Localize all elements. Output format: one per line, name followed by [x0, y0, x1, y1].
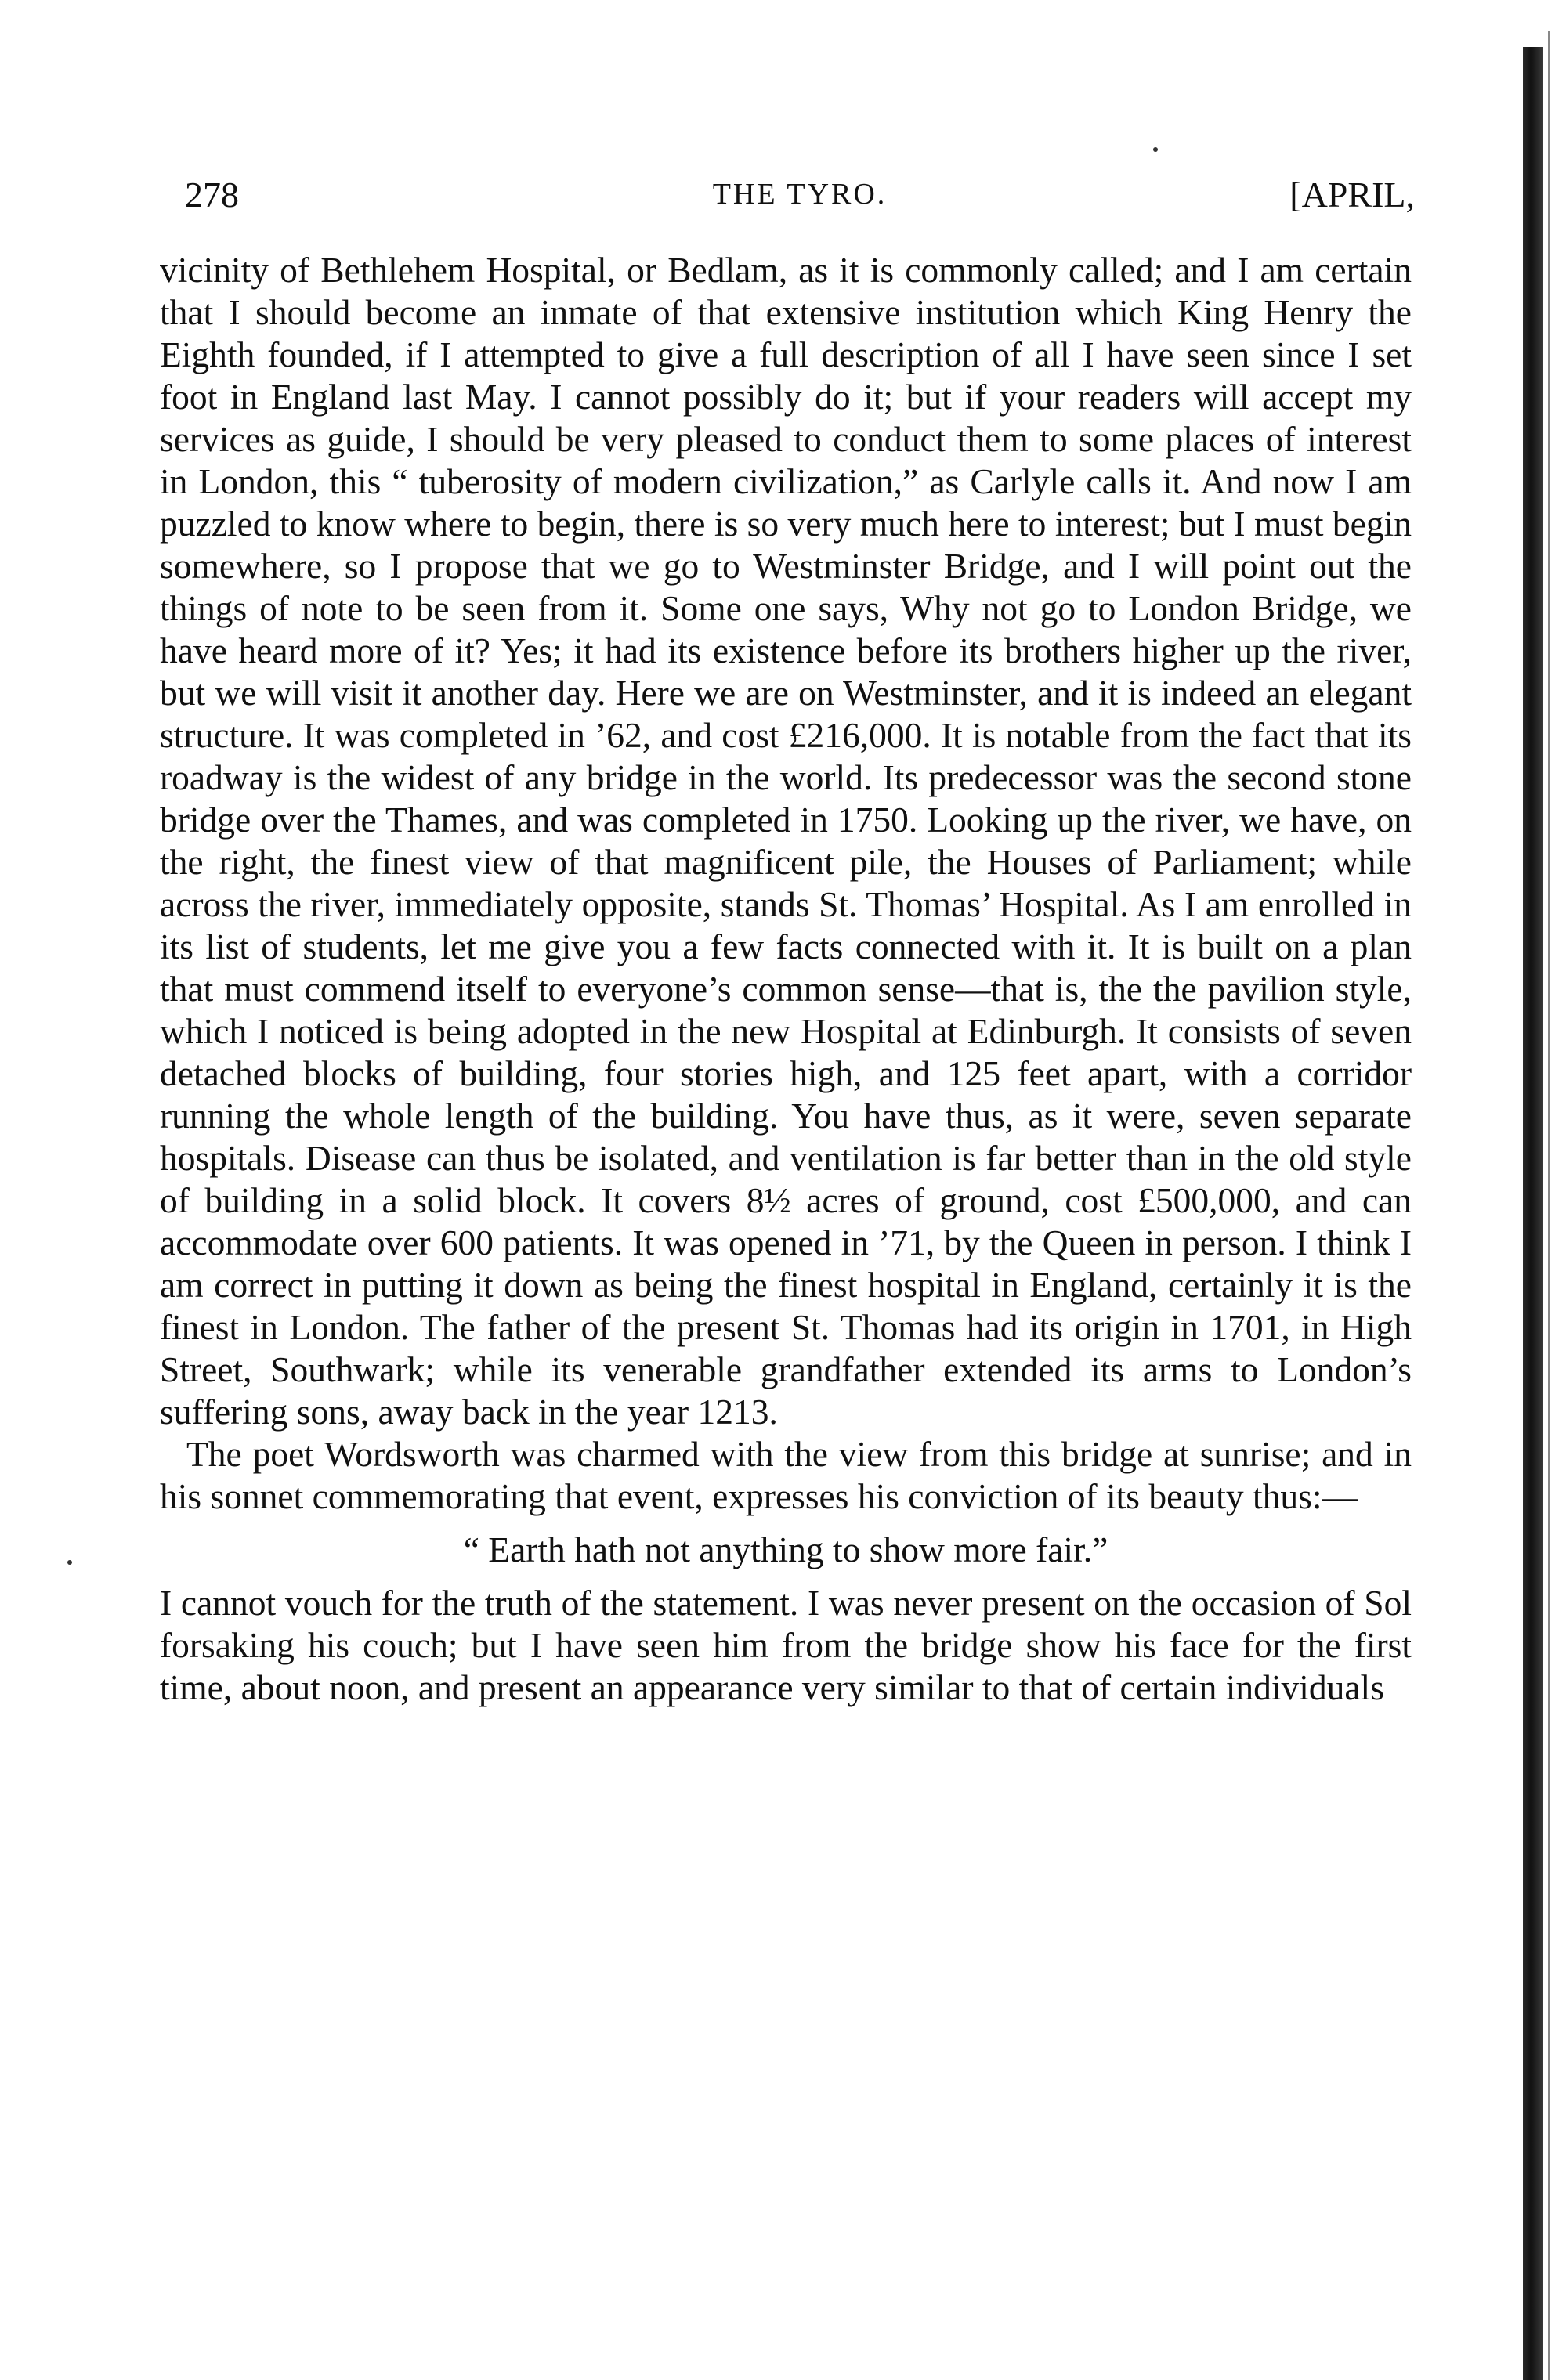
quotation: “ Earth hath not anything to show more fair.” [463, 1529, 1108, 1569]
margin-ink-dot [67, 1560, 72, 1565]
paragraph-2: The poet Wordsworth was charmed with the view from this bridge at sunrise; and in his sonnet commemorating that event, expresses his conviction of its beauty thus:— [160, 1434, 1412, 1516]
ink-speck [1153, 147, 1158, 152]
article-body [160, 249, 1412, 1709]
running-title: THE TYRO. [712, 178, 888, 211]
page-edge-line [1548, 31, 1550, 2380]
paragraph-1: vicinity of Bethlehem Hospital, or Bedlam, as it is commonly called; and I am certain that I should become an inmate of that extensive institution which King Henry the Eighth founded, if I attempted to give a full description of all I have seen since I set foot in England last May. I cannot possibly do it; but if your readers will accept my services as guide, I should be very pleased to conduct them to some places of interest in London, this “ tuberosity of modern civilization,” as Carlyle calls it. And now I am puzzled to know where to begin, there is so very much here to interest; but I must begin somewhere, so I propose that we go to Westminster Bridge, and I will point out the things of note to be seen from it. Some one says, Why not go to London Bridge, we have heard more of it? Yes; it had its existence before its brothers higher up the river, but we will visit it another day. Here we are on Westminster, and it is indeed an elegant structure. It was completed in ’62, and cost £216,000. It is notable from the fact that its roadway is the widest of any bridge in the world. Its predecessor was the second stone bridge over the Thames, and was completed in 1750. Looking up the river, we have, on the right, the finest view of that magnificent pile, the Houses of Parliament; while across the river, immediately opposite, stands St. Thomas’ Hospital. As I am enrolled in its list of students, let me give you a few facts connected with it. It is built on a plan that must commend itself to everyone’s common sense—that is, the the pavilion style, which I noticed is being adopted in the new Hospital at Edinburgh. It consists of seven detached blocks of building, four stories high, and 125 feet apart, with a corridor running the whole length of the building. You have thus, as it were, seven separate hospitals. Disease can thus be isolated, and ventilation is far better than in the old style of building in a solid block. It covers 8½ acres of ground, cost £500,000, and can accommodate over 600 patients. It was opened in ’71, by the Queen in person. I think I am correct in putting it down as being the finest hospital in England, certainly it is the finest in London. The father of the present St. Thomas had its origin in 1701, in High Street, Southwark; while its venerable grandfather extended its arms to London’s suffering sons, away back in the year 1213. [160, 250, 1412, 1432]
page-number: 278 [185, 175, 239, 215]
running-section: [APRIL, [1289, 175, 1415, 215]
page-edge-shadow [1523, 47, 1543, 2380]
paragraph-3: I cannot vouch for the truth of the statement. I was never present on the occasion of Sol forsaking his couch; but I have seen him from the bridge show his face for the first time, about noon, and present an appearance very similar to that of certain individuals [160, 1583, 1412, 1707]
running-header [185, 174, 1415, 229]
